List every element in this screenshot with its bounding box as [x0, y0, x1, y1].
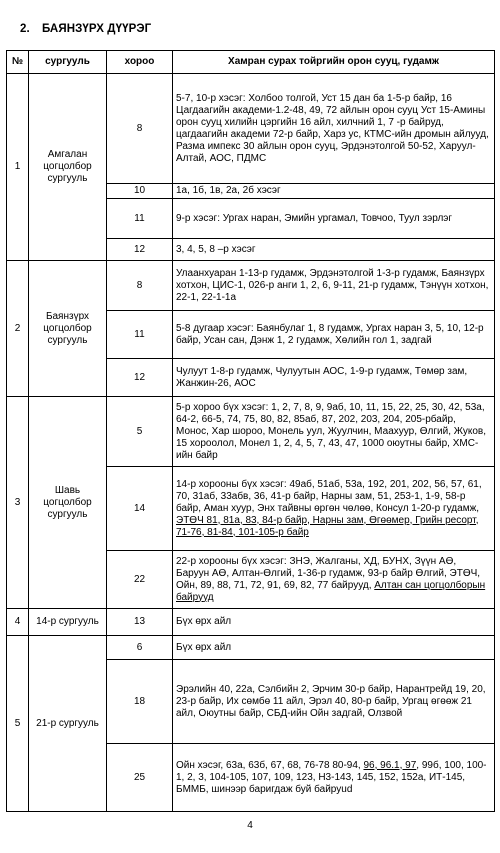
area-description-text: Бүх өрх айл	[176, 616, 232, 627]
khoroo-number: 25	[107, 744, 173, 812]
school-name: 14-р сургууль	[29, 609, 107, 636]
area-description	[173, 74, 495, 184]
school-name: Шавь цогцолбор сургууль	[29, 397, 107, 609]
area-description-text: 14-р хорооны бүх хэсэг: 49аб, 51аб, 53а, 192, 201, 202, 56, 57, 61, 70, 31аб, 33абв, 36, 41-р байр, Нарны зам, 51, 253-1, 1-9, 58-р байр, Аман хуур, Энх тайвны өргөн чөлөө, Консул 1-20-р гудамж,	[176, 478, 482, 514]
khoroo-number: 14	[107, 467, 173, 551]
table-body	[7, 74, 495, 812]
khoroo-number: 8	[107, 74, 173, 184]
area-description-text: 3, 4, 5, 8 –р хэсэг	[176, 243, 256, 255]
khoroo-number: 6	[107, 636, 173, 660]
area-description	[173, 184, 495, 199]
table-row	[7, 636, 495, 660]
table-row	[7, 609, 495, 636]
area-description-text: 5-8 дугаар хэсэг: Баянбулаг 1, 8 гудамж, Ургах наран 3, 5, 10, 12-р байр, Усан сан, Дэнж 1, 2 гудамж, Хөлийн гол 1, задгай	[176, 322, 484, 346]
area-description	[173, 636, 495, 660]
area-description-text: Улаанхуаран 1-13-р гудамж, Эрдэнэтолгой 1-3-р гудамж, Баянзүрх хотхон, ЦИС-1, 026-р анги 1, 2, 6, 9-11, 21-р гудамж, Тэнүүн хотхон, 22-1, 22-1-1а	[176, 267, 489, 303]
area-description-text: Ойн хэсэг, 63а, 63б, 67, 68, 76-78 80-94,	[176, 759, 364, 771]
area-description	[173, 261, 495, 311]
area-description-text: Чулуут 1-8-р гудамж, Чулуутын АОС, 1-9-р гудамж, Төмөр зам, Жанжин-26, АОС	[176, 365, 468, 389]
area-description-text: 9-р хэсэг: Ургах наран, Эмийн ургамал, Товчоо, Туул зэрлэг	[176, 212, 453, 224]
district-school-table	[6, 50, 495, 812]
area-description	[173, 467, 495, 551]
khoroo-number: 5	[107, 397, 173, 467]
row-number: 2	[7, 261, 29, 397]
area-description-text: 5-р хороо бүх хэсэг: 1, 2, 7, 8, 9, 9аб, 10, 11, 15, 22, 25, 30, 42, 53а, 64-2, 66-5, 74, 75, 80, 82, 85аб, 87, 202, 203, 204, 205-рбайр, Монос, Хар шороо, Монель уул, Жуулчин, Маахуур, Өлгий, Жуков, 15 хороолол, Монел 1, 2, 4, 5, 7, 43, 47, 1000 оюутны байр, ХМС-ийн байр	[176, 401, 487, 461]
school-name: Баянзүрх цогцолбор сургууль	[29, 261, 107, 397]
section-title: БАЯНЗҮРХ ДҮҮРЭГ	[42, 23, 152, 35]
area-description-text: Бүх өрх айл	[176, 641, 232, 653]
area-description	[173, 551, 495, 609]
col-header-school: сургууль	[29, 51, 107, 74]
row-number: 4	[7, 609, 29, 636]
khoroo-number: 10	[107, 184, 173, 199]
section-number: 2.	[20, 23, 30, 35]
area-description-underlined: 96, 96.1, 97	[363, 759, 417, 771]
area-description	[173, 744, 495, 812]
area-description	[173, 397, 495, 467]
area-description	[173, 311, 495, 359]
col-header-description: Хамран сурах тойргийн орон сууц, гудамж	[173, 51, 495, 74]
area-description	[173, 660, 495, 744]
col-header-khoroo: хороо	[107, 51, 173, 74]
area-description-text-after: , 99б, 100, 100-1, 2, 3, 104-105, 107, 109, 123, Н3-143, 145, 152, 152а, ИТ-145, БММБ, шинээр баригдаж буй байруud	[176, 759, 487, 795]
area-description-underlined: Алтан сан цогцолборын байрууд	[176, 579, 486, 603]
table-row	[7, 397, 495, 467]
table-row	[7, 74, 495, 184]
area-description-underlined: ЭТӨЧ 81, 81а, 83, 84-р байр, Нарны зам, Өгөөмер, Грийн ресорт, 71-76, 81-84, 101-105-р байр	[176, 514, 479, 538]
school-name: 21-р сургууль	[29, 636, 107, 812]
page-number: 4	[247, 820, 253, 831]
area-description	[173, 609, 495, 636]
area-description	[173, 359, 495, 397]
khoroo-number: 12	[107, 359, 173, 397]
table-row	[7, 261, 495, 311]
khoroo-number: 22	[107, 551, 173, 609]
col-header-number: №	[7, 51, 29, 74]
khoroo-number: 11	[107, 311, 173, 359]
khoroo-number: 13	[107, 609, 173, 636]
area-description-text: 5-7, 10-р хэсэг: Холбоо толгой, Уст 15 дан ба 1-5-р байр, 16 Цагдаагийн академи-1.2-48, 49, 72 айлын орон сууц Уст 15-Амины орон сууц хилийн цэргийн 16 айл, хилчний 1, 7 -р байруд, цагдаагийн академи 72-р байр, Харз ус, КТМС-ийн дромын айлууд, Разма импекс 30 айлын орон сууц, Эрдэнэтолгой 50-52, Харуул-Алтай, АОС, ПДМС	[176, 92, 489, 164]
area-description-text: Эрэлийн 40, 22а, Сэлбийн 2, Эрчим 30-р байр, Нарантрейд 19, 20, 23-р байр, Их сөмбө 11 айл, Эрэл 40, 80-р байр, Ургац өгөөж 21 айл, Оюутны байр, СБД-ийн Ойн задгай, Олзвой	[176, 683, 486, 719]
school-name: Амгалан цогцолбор сургууль	[29, 74, 107, 261]
khoroo-number: 12	[107, 239, 173, 261]
area-description-text: 1а, 1б, 1в, 2а, 2б хэсэг	[176, 185, 281, 196]
khoroo-number: 8	[107, 261, 173, 311]
section-heading	[20, 23, 151, 35]
khoroo-number: 18	[107, 660, 173, 744]
area-description-text: 22-р хорооны бүх хэсэг: ЗНЭ, Жалганы, ХД, БУНХ, Зүүн АӨ, Баруун АӨ, Алтан-Өлгий, 1-36-р гудамж, 93-р байр Өлгий, ЭТӨЧ, Ойн, 89, 88, 71, 72, 91, 69, 82, 77 байрууд,	[176, 555, 481, 591]
row-number: 1	[7, 74, 29, 261]
row-number: 5	[7, 636, 29, 812]
area-description	[173, 199, 495, 239]
table-header-row	[7, 51, 495, 74]
area-description	[173, 239, 495, 261]
row-number: 3	[7, 397, 29, 609]
khoroo-number: 11	[107, 199, 173, 239]
